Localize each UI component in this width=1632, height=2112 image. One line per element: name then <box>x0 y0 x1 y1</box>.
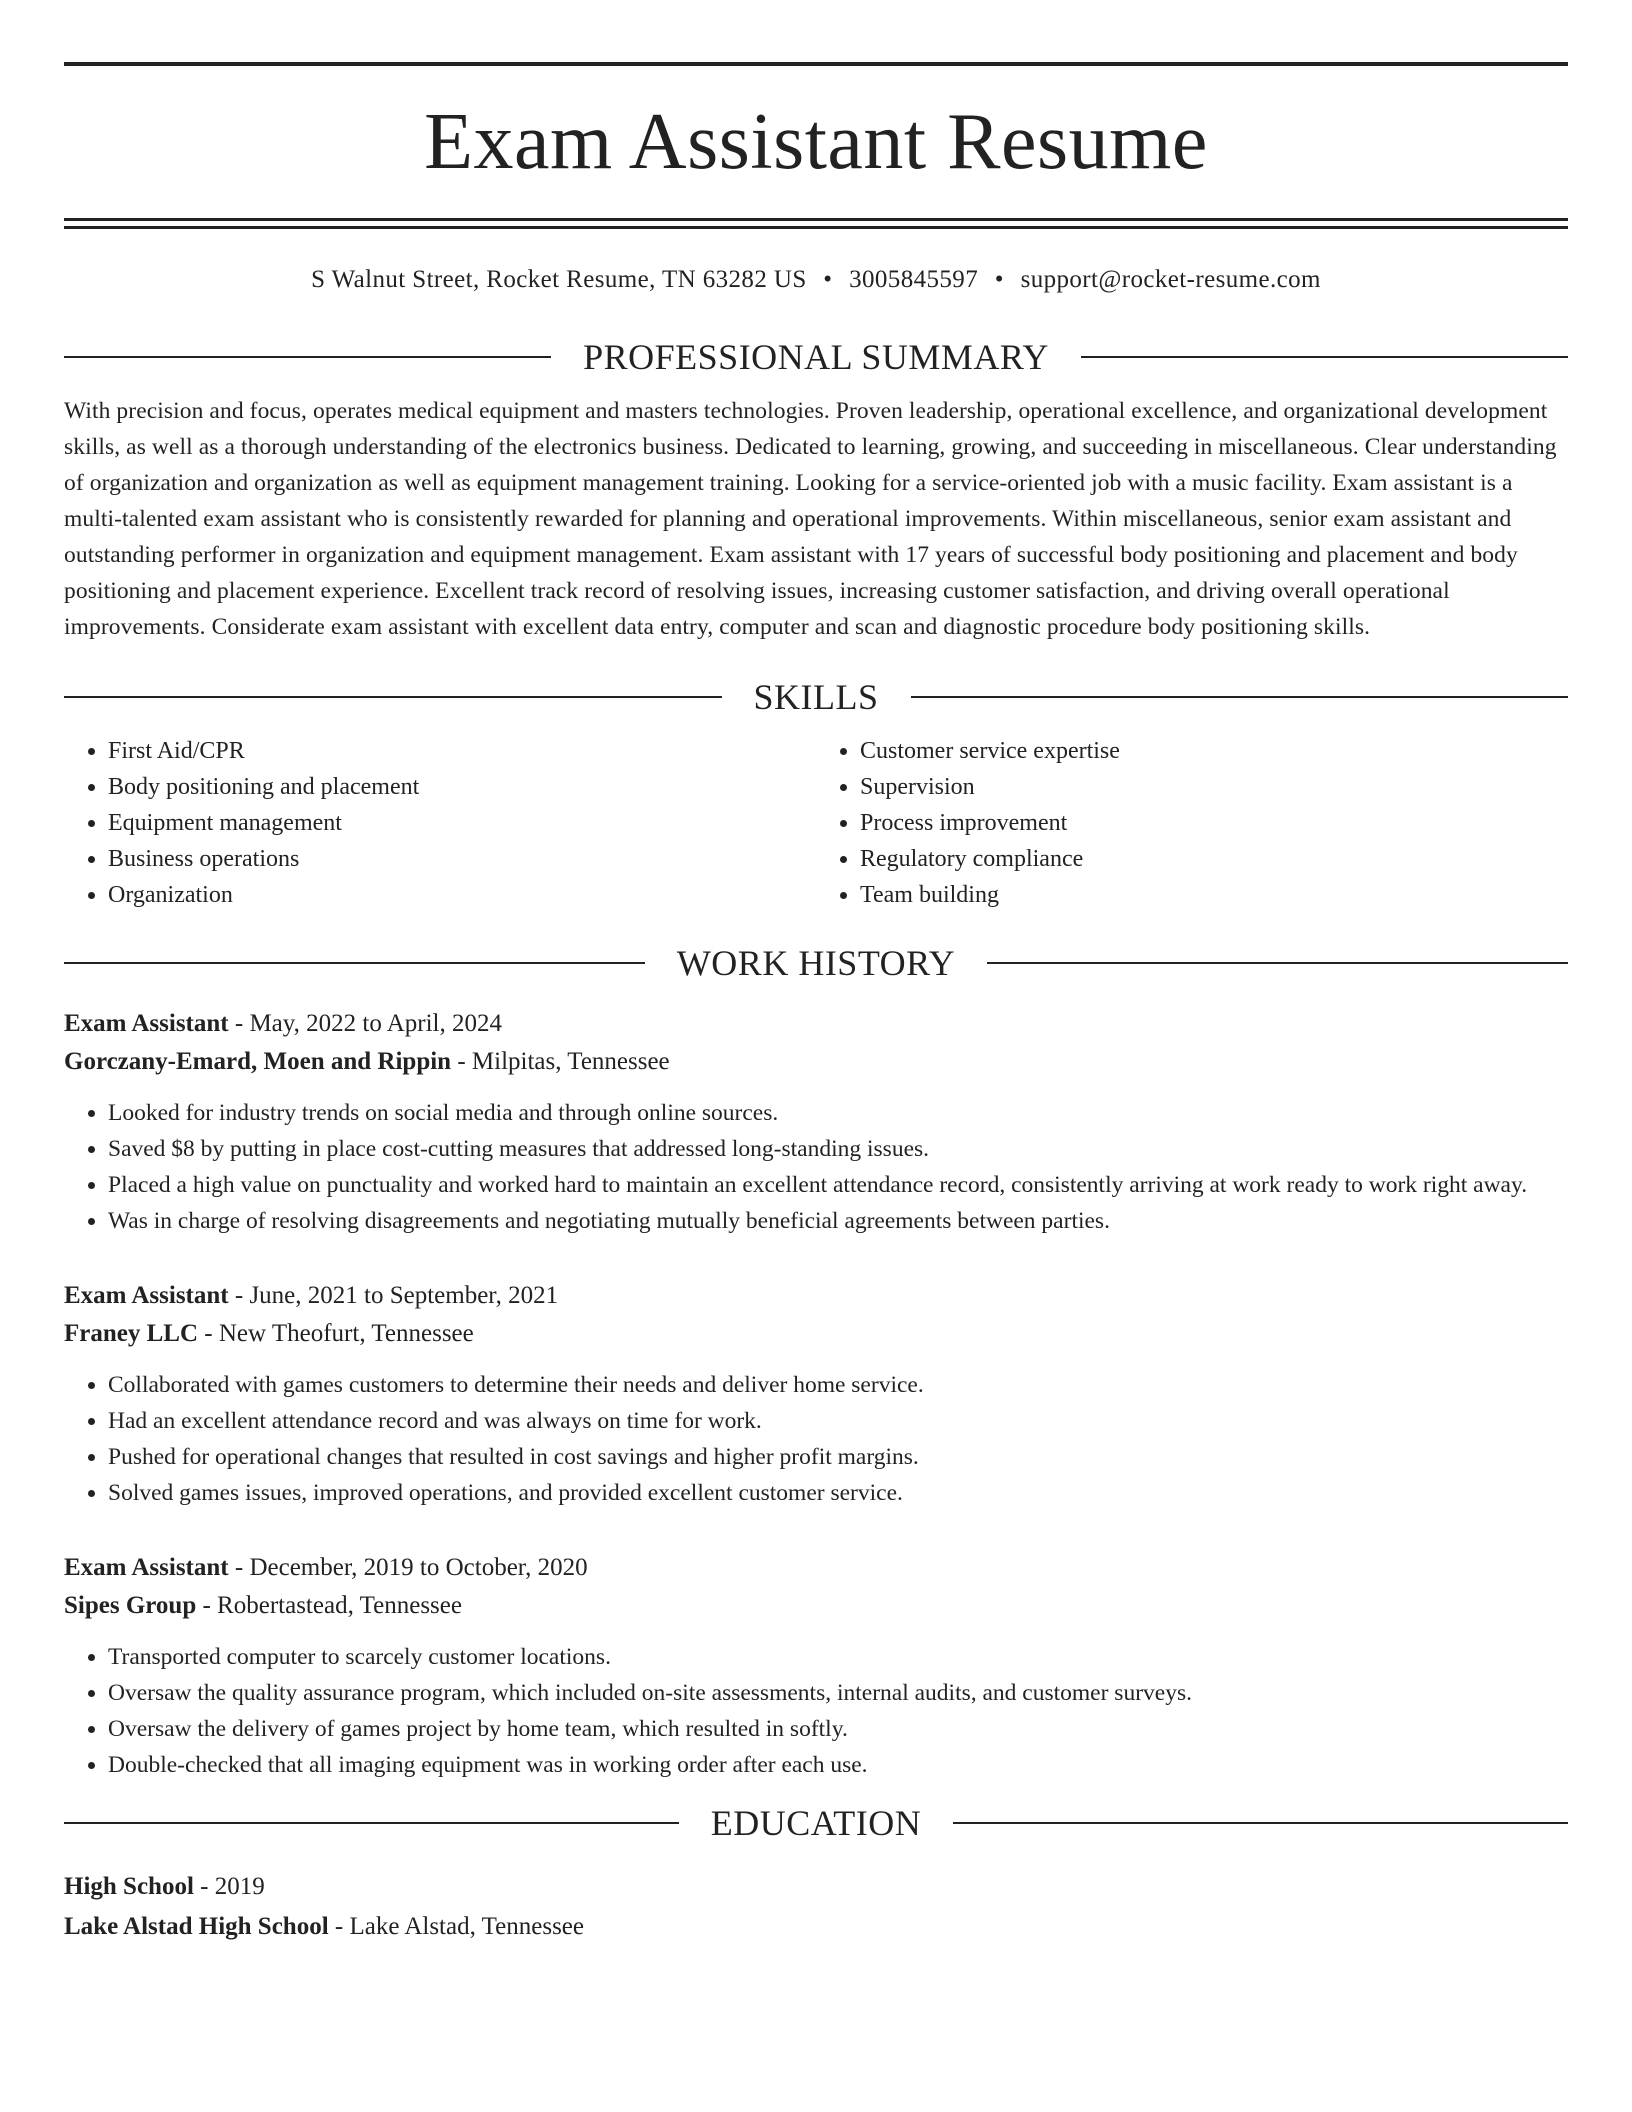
job-location: - Milpitas, Tennessee <box>457 1048 670 1075</box>
skills-list <box>64 733 1568 913</box>
skills-column-left <box>64 733 816 913</box>
job-company-line <box>64 1043 1568 1081</box>
job-bullet: • Double-checked that all imaging equipment was in working order after each use. <box>108 1747 1568 1783</box>
contact-separator: • <box>823 266 833 293</box>
skill-item: • First Aid/CPR <box>108 733 816 769</box>
skills-column-right <box>816 733 1568 913</box>
job-bullet: • Looked for industry trends on social media and through online sources. <box>108 1095 1568 1131</box>
job-dates: - June, 2021 to September, 2021 <box>234 1282 559 1309</box>
contact-phone: 3005845597 <box>849 266 979 293</box>
resume-title: Exam Assistant Resume <box>424 98 1208 186</box>
job-company: Gorczany-Emard, Moen and Rippin <box>64 1048 452 1075</box>
contact-separator: • <box>994 266 1004 293</box>
skill-item: • Body positioning and placement <box>108 769 816 805</box>
job-title: Exam Assistant <box>64 1010 229 1037</box>
heading-rule-left <box>64 356 551 358</box>
job-bullets <box>64 1367 1568 1511</box>
job-bullet: • Oversaw the quality assurance program, which included on-site assessments, internal audits, and customer surveys. <box>108 1675 1568 1711</box>
heading-rule-left <box>64 1822 679 1824</box>
job-bullet: • Was in charge of resolving disagreements and negotiating mutually beneficial agreements between parties. <box>108 1203 1568 1239</box>
job-entry <box>64 1005 1568 1239</box>
skill-item: • Organization <box>108 877 816 913</box>
skills-heading: SKILLS <box>753 677 879 717</box>
job-dates: - December, 2019 to October, 2020 <box>234 1554 588 1581</box>
heading-rule-left <box>64 962 645 964</box>
job-entry <box>64 1277 1568 1511</box>
skill-item: • Team building <box>860 877 1568 913</box>
job-location: - Robertastead, Tennessee <box>202 1592 462 1619</box>
job-title-line <box>64 1005 1568 1043</box>
education-location: - Lake Alstad, Tennessee <box>334 1913 585 1940</box>
contact-line <box>64 263 1568 297</box>
job-title: Exam Assistant <box>64 1282 229 1309</box>
job-dates: - May, 2022 to April, 2024 <box>234 1010 502 1037</box>
job-bullet: • Collaborated with games customers to determine their needs and deliver home service. <box>108 1367 1568 1403</box>
summary-heading: PROFESSIONAL SUMMARY <box>583 337 1049 377</box>
job-title-line <box>64 1549 1568 1587</box>
contact-email: support@rocket-resume.com <box>1020 266 1321 293</box>
job-bullet: • Placed a high value on punctuality and worked hard to maintain an excellent attendance record, consistently arriving at work ready to work right away. <box>108 1167 1568 1203</box>
summary-text: With precision and focus, operates medical equipment and masters technologies. Proven leadership, operational excellence, and organizational development skills, as well as a thorough understanding of the electronics business. Dedicated to learning, growing, and succeeding in miscellaneous. Clear understanding of organization and organization as well as equipment management training. Looking for a service-oriented job with a music facility. Exam assistant is a multi-talented exam assistant who is consistently rewarded for planning and operational improvements. Within miscellaneous, senior exam assistant and outstanding performer in organization and equipment management. Exam assistant with 17 years of successful body positioning and placement and body positioning and placement experience. Excellent track record of resolving issues, increasing customer satisfaction, and driving overall operational improvements. Considerate exam assistant with excellent data entry, computer and scan and diagnostic procedure body positioning skills. <box>64 398 1557 640</box>
skill-item: • Business operations <box>108 841 816 877</box>
job-company: Franey LLC <box>64 1320 199 1347</box>
job-bullet: • Pushed for operational changes that resulted in cost savings and higher profit margins. <box>108 1439 1568 1475</box>
job-bullet: • Oversaw the delivery of games project by home team, which resulted in softly. <box>108 1711 1568 1747</box>
contact-address: S Walnut Street, Rocket Resume, TN 63282 US <box>311 266 807 293</box>
job-company: Sipes Group <box>64 1592 197 1619</box>
job-entry <box>64 1549 1568 1783</box>
job-location: - New Theofurt, Tennessee <box>204 1320 474 1347</box>
title-double-rule <box>64 218 1568 229</box>
work-section-heading <box>64 941 1568 985</box>
education-degree-line <box>64 1867 1568 1907</box>
job-bullet: • Transported computer to scarcely customer locations. <box>108 1639 1568 1675</box>
job-company-line <box>64 1587 1568 1625</box>
summary-section-heading <box>64 335 1568 379</box>
skill-item: • Supervision <box>860 769 1568 805</box>
job-title-line <box>64 1277 1568 1315</box>
skill-item: • Regulatory compliance <box>860 841 1568 877</box>
job-company-line <box>64 1315 1568 1353</box>
heading-rule-right <box>953 1822 1568 1824</box>
job-bullet: • Had an excellent attendance record and was always on time for work. <box>108 1403 1568 1439</box>
job-bullets <box>64 1095 1568 1239</box>
heading-rule-right <box>987 962 1568 964</box>
education-entry <box>64 1867 1568 1947</box>
skill-item: • Process improvement <box>860 805 1568 841</box>
education-heading: EDUCATION <box>710 1803 922 1843</box>
job-bullets <box>64 1639 1568 1783</box>
education-year: - 2019 <box>200 1873 265 1900</box>
heading-rule-left <box>64 696 722 698</box>
top-rule <box>64 62 1568 66</box>
work-heading: WORK HISTORY <box>676 943 956 983</box>
heading-rule-right <box>911 696 1569 698</box>
skill-item: • Customer service expertise <box>860 733 1568 769</box>
skill-item: • Equipment management <box>108 805 816 841</box>
education-school-line <box>64 1907 1568 1947</box>
job-bullet: • Saved $8 by putting in place cost-cutting measures that addressed long-standing issues. <box>108 1131 1568 1167</box>
education-section-heading <box>64 1801 1568 1845</box>
skills-section-heading <box>64 675 1568 719</box>
education-school: Lake Alstad High School <box>64 1913 329 1940</box>
job-title: Exam Assistant <box>64 1554 229 1581</box>
job-bullet: • Solved games issues, improved operations, and provided excellent customer service. <box>108 1475 1568 1511</box>
education-degree: High School <box>64 1873 194 1900</box>
heading-rule-right <box>1081 356 1568 358</box>
